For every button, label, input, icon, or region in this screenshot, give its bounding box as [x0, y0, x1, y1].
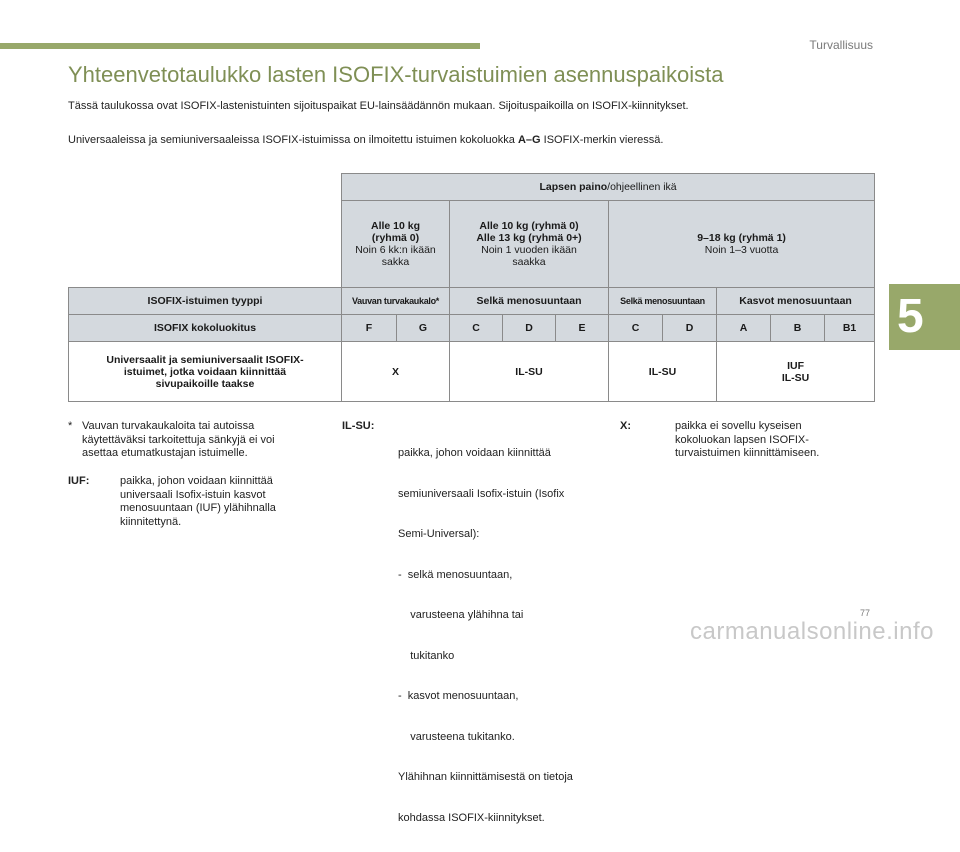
seat-type-rear-facing: Selkä menosuuntaan — [450, 288, 609, 315]
value-group-1-rear: IL-SU — [609, 342, 717, 402]
watermark: carmanualsonline.info — [690, 618, 934, 645]
page-title: Yhteenvetotaulukko lasten ISOFIX-turvaistuimien asennuspaikoista — [68, 62, 724, 87]
footnote: * Vauvan turvakaukaloita tai autoissa käytettäväksi tarkoitettuja sänkyjä ei voi asettaa etumatkustajan istuimelle. — [68, 420, 275, 459]
seat-position-label: Universaalit ja semiuniversaalit ISOFIX- istuimet, jotka voidaan kiinnittää sivupaikoille taakse — [69, 342, 342, 402]
seat-type-carrycot: Vauvan turvakaukalo* — [342, 288, 450, 315]
table-corner — [69, 174, 342, 201]
table-corner-2 — [69, 201, 342, 288]
section-color-bar — [0, 43, 480, 49]
page-number: 77 — [859, 608, 870, 618]
intro-paragraph-1: Tässä taulukossa ovat ISOFIX-lastenistuinten sijoituspaikat EU-lainsäädännön mukaan. Sijoituspaikoilla on ISOFIX-kiinnitykset. — [68, 100, 689, 112]
size-class: F — [342, 315, 397, 342]
value-group-0plus: IL-SU — [450, 342, 609, 402]
weight-group-0: Alle 10 kg (ryhmä 0) Noin 6 kk:n ikään sakka — [342, 201, 450, 288]
weight-header: Lapsen paino/ohjeellinen ikä — [342, 174, 875, 201]
intro-paragraph-2: Universaaleissa ja semiuniversaaleissa ISOFIX-istuimissa on ilmoitettu istuimen kokoluokka A–G ISOFIX-merkin vieressä. — [68, 134, 664, 146]
legend-x: X: paikka ei sovellu kyseisen kokoluokan lapsen ISOFIX- turvaistuimen kiinnittämiseen. — [620, 420, 820, 459]
size-class: D — [663, 315, 717, 342]
seat-type-label: ISOFIX-istuimen tyyppi — [69, 288, 342, 315]
size-class: A — [717, 315, 771, 342]
size-class: C — [609, 315, 663, 342]
size-class: B1 — [825, 315, 875, 342]
size-class: B — [771, 315, 825, 342]
weight-group-1: 9–18 kg (ryhmä 1) Noin 1–3 vuotta — [609, 201, 875, 288]
legend-iuf: IUF: paikka, johon voidaan kiinnittää universaali Isofix-istuin kasvot menosuuntaan (IUF) ylähihnalla kiinnitettynä. — [68, 475, 276, 528]
seat-type-forward-facing: Kasvot menosuuntaan — [717, 288, 875, 315]
value-carrycot: X — [342, 342, 450, 402]
chapter-tab: 5 — [889, 284, 960, 350]
legend-il-su: IL-SU: paikka, johon voidaan kiinnittää semiuniversaali Isofix-istuin (Isofix Semi-Universal): - selkä menosuuntaan, varusteena ylähihna tai tukitanko - kasvot menosuuntaan, varusteena tukitanko. Ylähihnan kiinnittämisestä on tietoja kohdassa ISOFIX-kiinnitykset. — [342, 420, 573, 824]
weight-group-0plus: Alle 10 kg (ryhmä 0) Alle 13 kg (ryhmä 0+) Noin 1 vuoden ikään saakka — [450, 201, 609, 288]
size-class: E — [556, 315, 609, 342]
size-class-label: ISOFIX kokoluokitus — [69, 315, 342, 342]
size-class: C — [450, 315, 503, 342]
size-class: D — [503, 315, 556, 342]
value-group-1-forward: IUF IL-SU — [717, 342, 875, 402]
section-title: Turvallisuus — [809, 38, 873, 52]
seat-type-rear-facing-2: Selkä menosuuntaan — [609, 288, 717, 315]
size-class: G — [397, 315, 450, 342]
isofix-table — [68, 173, 874, 404]
